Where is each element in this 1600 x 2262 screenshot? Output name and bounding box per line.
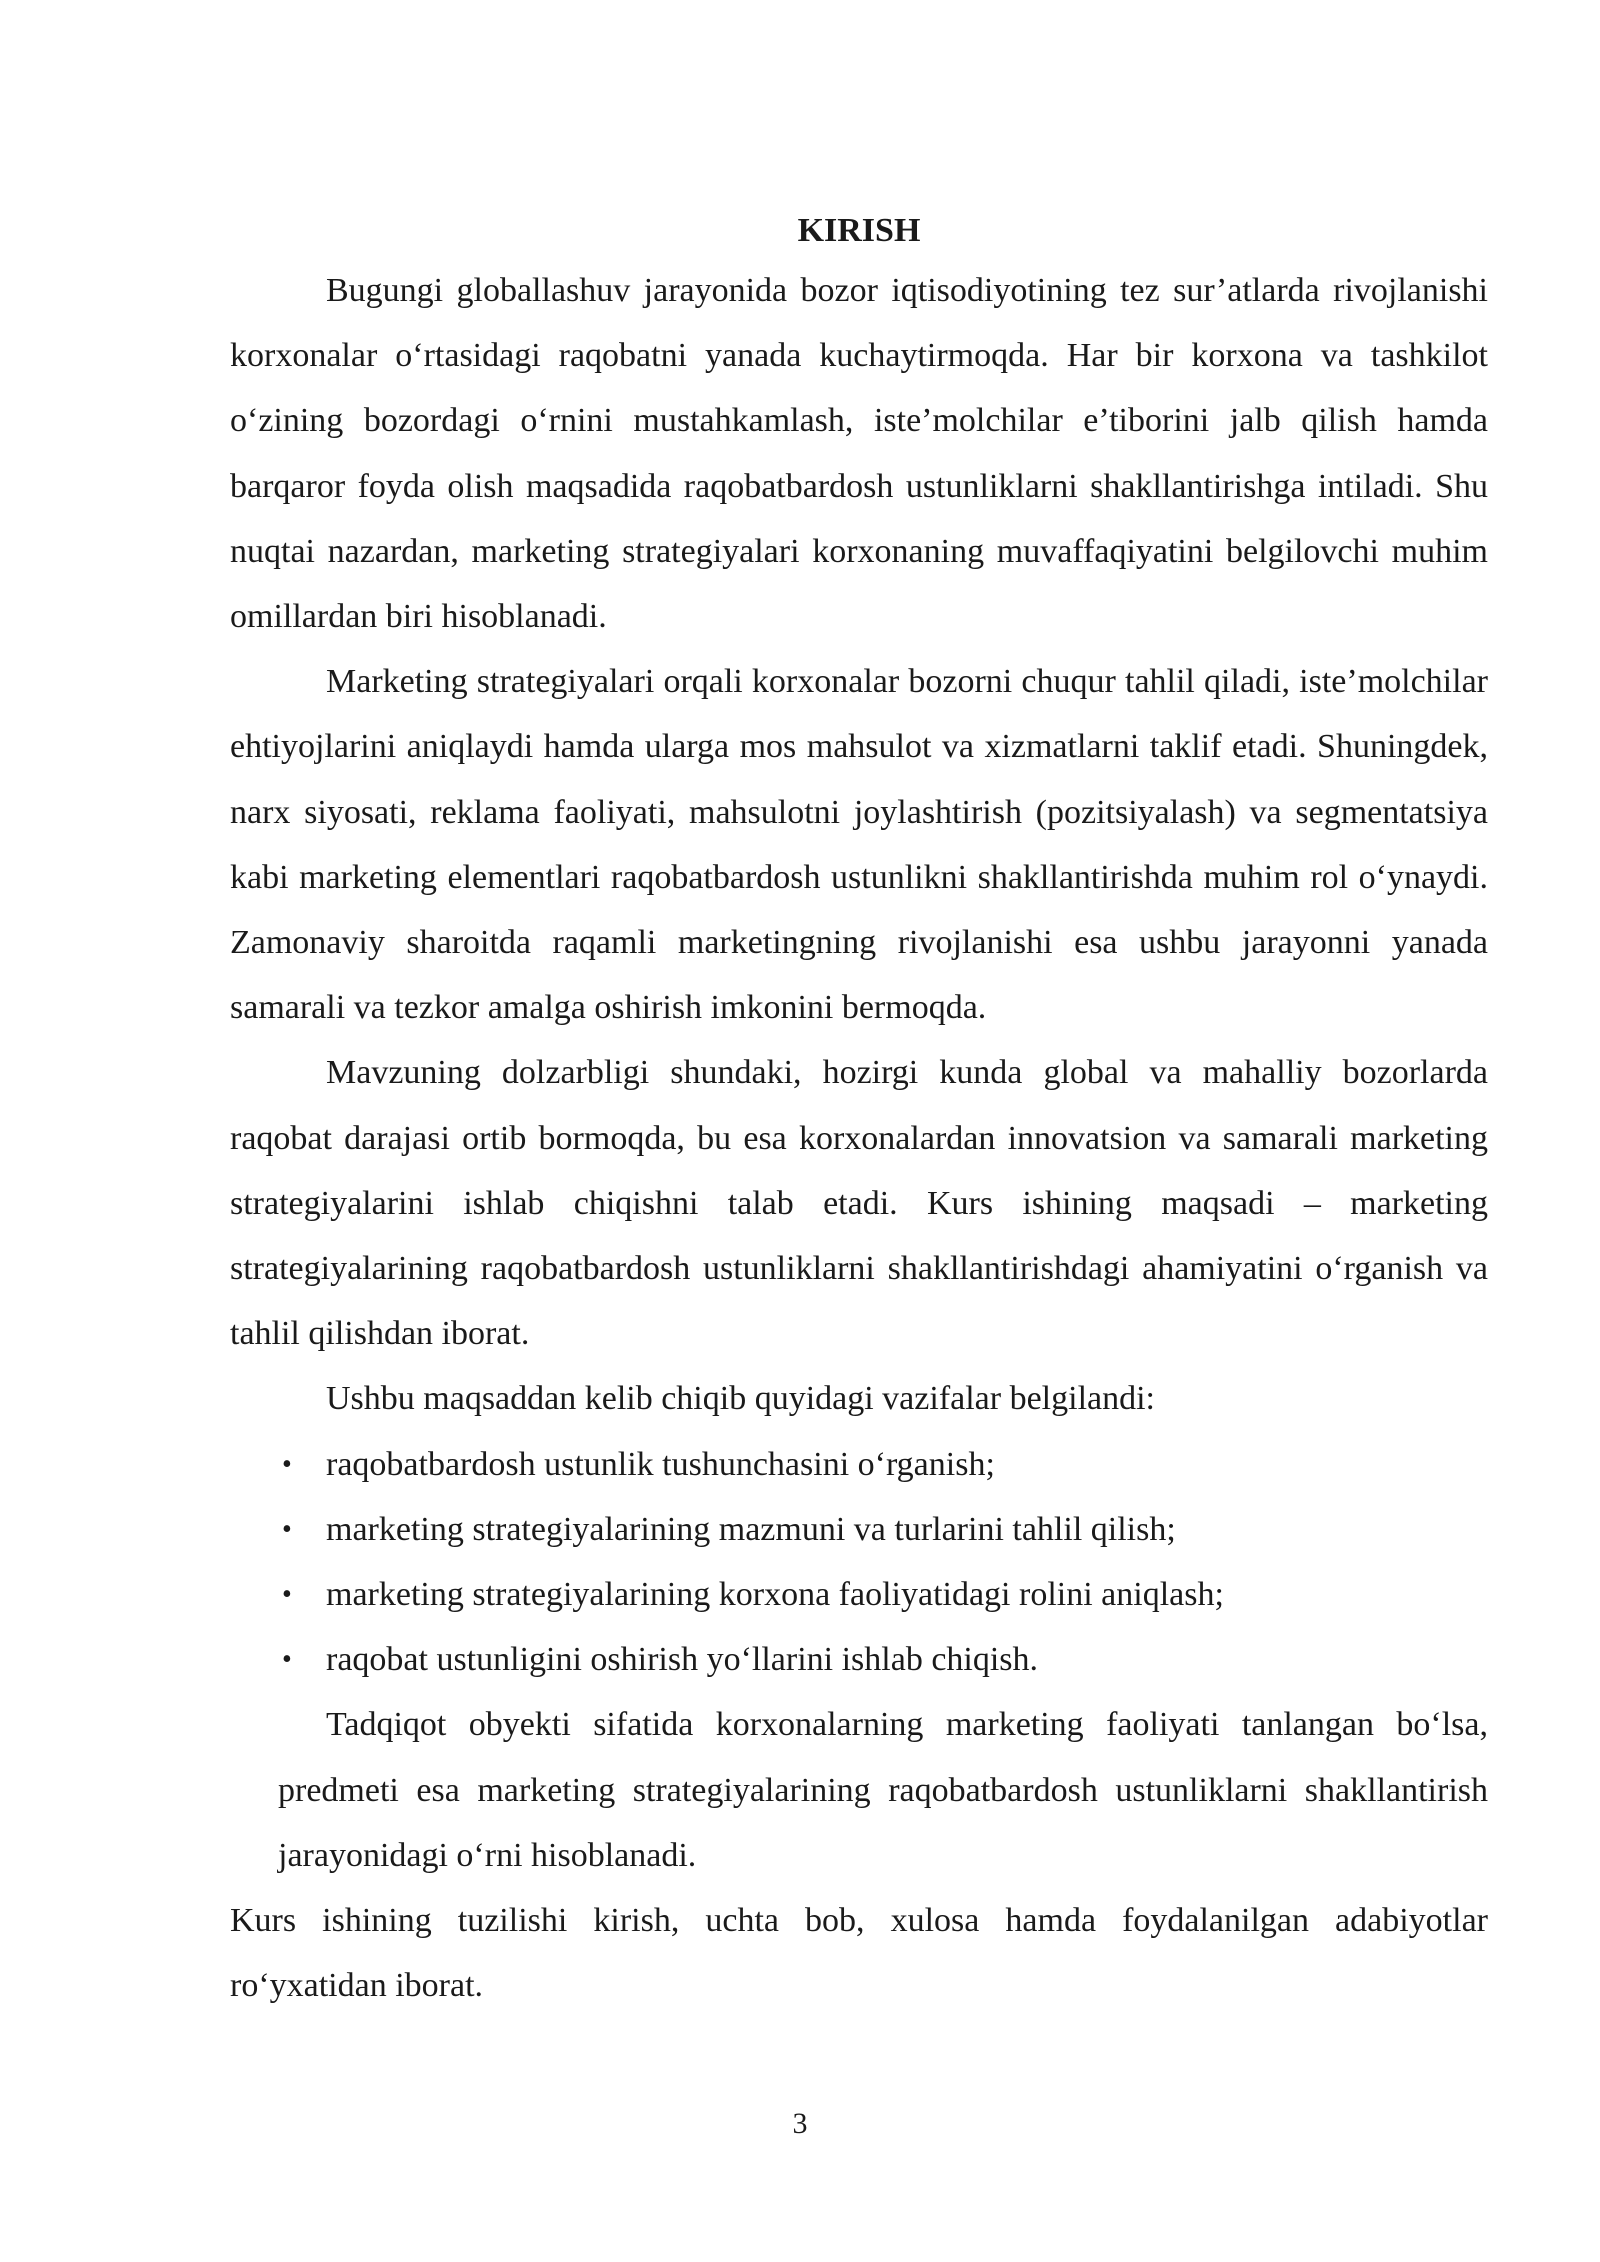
tasks-list bbox=[230, 1432, 1488, 1693]
list-item-text: raqobatbardosh ustunlik tushunchasini o‘rganish; bbox=[326, 1445, 995, 1483]
intro-paragraph-2: Marketing strategiyalari orqali korxonalar bozorni chuqur tahlil qiladi, iste’molchilar ehtiyojlarini aniqlaydi hamda ularga mos mahsulot va xizmatlarni taklif etadi. Shuningdek, narx siyosati, reklama faoliyati, mahsulotni joylashtirish (pozitsiyalash) va segmentatsiya kabi marketing elementlari raqobatbardosh ustunlikni shakllantirishda muhim rol o‘ynaydi. Zamonaviy sharoitda raqamli marketingning rivojlanishi esa ushbu jarayonni yanada samarali va tezkor amalga oshirish imkonini bermoqda. bbox=[230, 663, 1488, 1027]
list-item-text: marketing strategiyalarining mazmuni va turlarini tahlil qilish; bbox=[326, 1510, 1176, 1548]
list-item bbox=[230, 1562, 1488, 1627]
page-content bbox=[230, 208, 1488, 2018]
list-item bbox=[230, 1627, 1488, 1692]
bullet-icon: • bbox=[282, 1644, 292, 1676]
list-item-text: raqobat ustunligini oshirish yo‘llarini ishlab chiqish. bbox=[326, 1641, 1039, 1679]
intro-paragraph-1: Bugungi globallashuv jarayonida bozor iqtisodiyotining tez sur’atlarda rivojlanishi korxonalar o‘rtasidagi raqobatni yanada kuchaytirmoqda. Har bir korxona va tashkilot o‘zining bozordagi o‘rnini mustahkamlash, iste’molchilar e’tiborini jalb qilish hamda barqaror foyda olish maqsadida raqobatbardosh ustunliklarni shakllantirishga intiladi. Shu nuqtai nazardan, marketing strategiyalari korxonaning muvaffaqiyatini belgilovchi muhim omillardan biri hisoblanadi. bbox=[230, 272, 1488, 636]
list-item bbox=[230, 1497, 1488, 1562]
bullet-icon: • bbox=[282, 1448, 292, 1480]
relevance-paragraph: Mavzuning dolzarbligi shundaki, hozirgi kunda global va mahalliy bozorlarda raqobat darajasi ortib bormoqda, bu esa korxonalardan innovatsion va samarali marketing strategiyalarini ishlab chiqishni talab etadi. Kurs ishining maqsadi – marketing strategiyalarining raqobatbardosh ustunliklarni shakllantirishdagi ahamiyatini o‘rganish va tahlil qilishdan iborat. bbox=[230, 1054, 1488, 1353]
bullet-icon: • bbox=[282, 1513, 292, 1545]
object-paragraph: Tadqiqot obyekti sifatida korxonalarning marketing faoliyati tanlangan bo‘lsa, predmeti esa marketing strategiyalarining raqobatbardosh ustunliklarni shakllantirish jarayonidagi o‘rni hisoblanadi. bbox=[278, 1706, 1488, 1874]
list-item-text: marketing strategiyalarining korxona faoliyatidagi rolini aniqlash; bbox=[326, 1576, 1224, 1614]
section-title: KIRISH bbox=[797, 212, 921, 249]
structure-paragraph: Kurs ishining tuzilishi kirish, uchta bob, xulosa hamda foydalanilgan adabiyotlar ro‘yxatidan iborat. bbox=[230, 1902, 1488, 2005]
object-block bbox=[230, 1692, 1488, 1888]
bullet-icon: • bbox=[282, 1579, 292, 1611]
page-number: 3 bbox=[792, 2107, 808, 2140]
list-item bbox=[230, 1432, 1488, 1497]
tasks-intro-paragraph: Ushbu maqsaddan kelib chiqib quyidagi vazifalar belgilandi: bbox=[326, 1380, 1155, 1418]
